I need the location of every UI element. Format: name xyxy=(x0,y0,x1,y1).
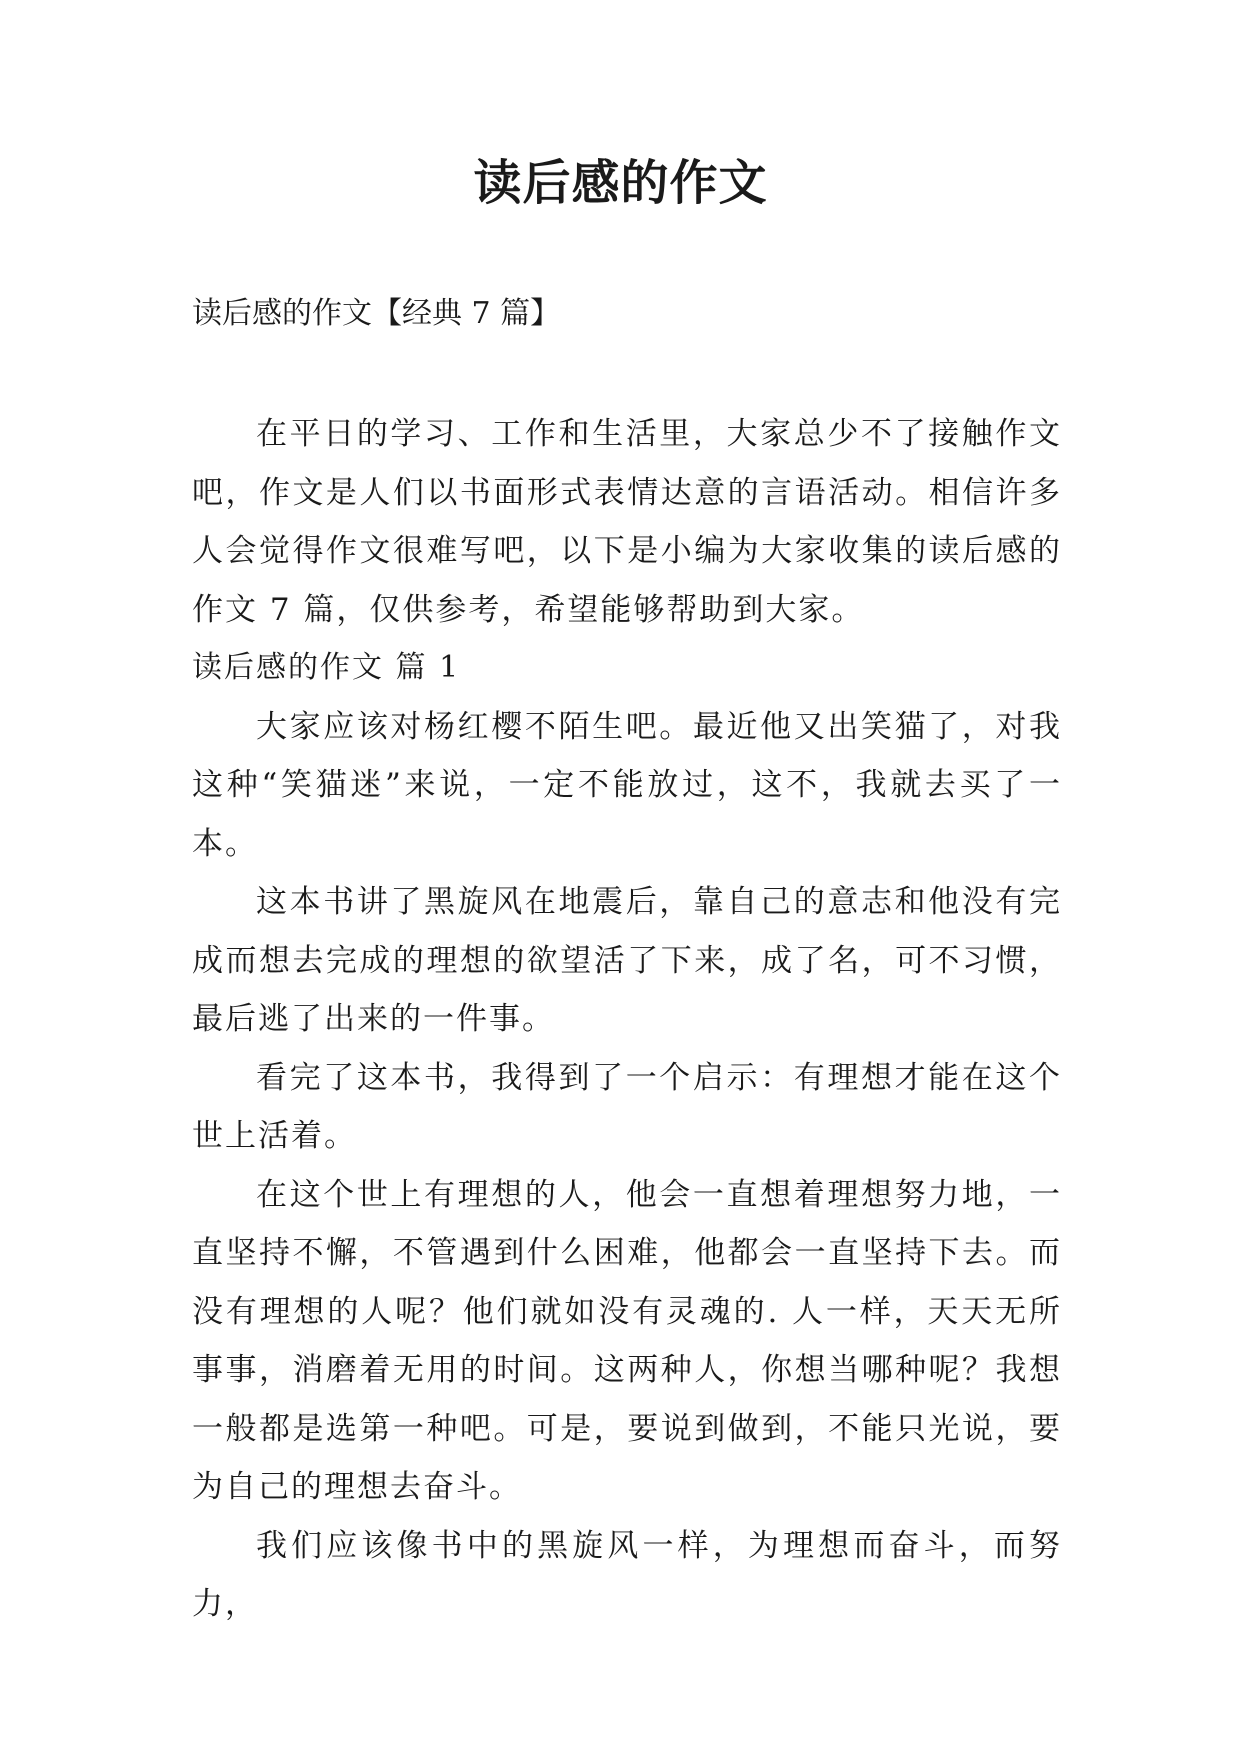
body-paragraph: 这本书讲了黑旋风在地震后，靠自己的意志和他没有完成而想去完成的理想的欲望活了下来，成了名，可不习惯，最后逃了出来的一件事。 xyxy=(192,884,1062,1037)
body-paragraph: 大家应该对杨红樱不陌生吧。最近他又出笑猫了，对我这种“笑猫迷”来说，一定不能放过，这不，我就去买了一本。 xyxy=(192,708,1062,862)
document-title: 读后感的作文 xyxy=(473,155,768,211)
intro-paragraph: 在平日的学习、工作和生活里，大家总少不了接触作文吧，作文是人们以书面形式表情达意的言语活动。相信许多人会觉得作文很难写吧，以下是小编为大家收集的读后感的作文 7 篇，仅供参考，希望能够帮助到大家。 xyxy=(192,416,1062,628)
body-paragraph: 看完了这本书，我得到了一个启示：有理想才能在这个世上活着。 xyxy=(192,1059,1062,1154)
body-paragraph: 我们应该像书中的黑旋风一样，为理想而奋斗，而努力， xyxy=(192,1527,1062,1622)
section-heading: 读后感的作文 篇 1 xyxy=(192,650,461,685)
document-body xyxy=(192,405,1062,1634)
body-paragraph: 在这个世上有理想的人，他会一直想着理想努力地，一直坚持不懈，不管遇到什么困难，他都会一直坚持下去。而没有理想的人呢？他们就如没有灵魂的. 人一样，天天无所事事，消磨着无用的时间。这两种人，你想当哪种呢？我想一般都是选第一种吧。可是，要说到做到，不能只光说，要为自己的理想去奋斗。 xyxy=(192,1176,1062,1505)
document-subtitle: 读后感的作文【经典 7 篇】 xyxy=(192,296,561,331)
